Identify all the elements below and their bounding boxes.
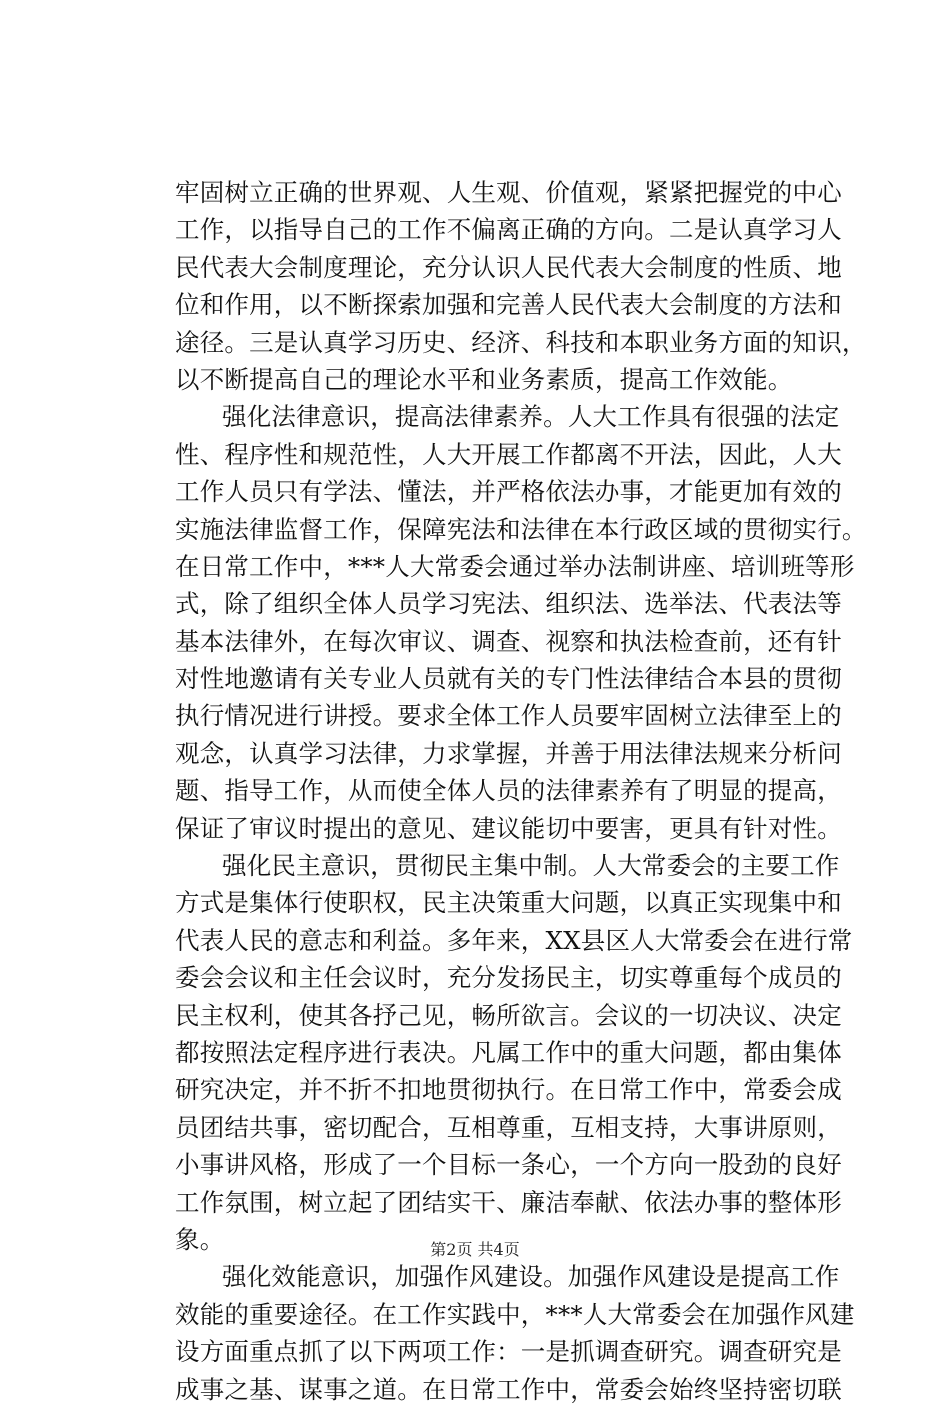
text-line: 实施法律监督工作，保障宪法和法律在本行政区域的贯彻实行。 bbox=[175, 514, 867, 544]
text-line: 民代表大会制度理论，充分认识人民代表大会制度的性质、地 bbox=[175, 252, 842, 282]
text-line: 都按照法定程序进行表决。凡属工作中的重大问题，都由集体 bbox=[175, 1037, 842, 1067]
text-line: 小事讲风格，形成了一个目标一条心，一个方向一股劲的良好 bbox=[175, 1150, 842, 1180]
text-line: 工作人员只有学法、懂法，并严格依法办事，才能更加有效的 bbox=[175, 477, 842, 507]
text-line: 位和作用，以不断探索加强和完善人民代表大会制度的方法和 bbox=[175, 290, 842, 320]
text-line: 执行情况进行讲授。要求全体工作人员要牢固树立法律至上的 bbox=[175, 701, 842, 731]
text-line: 题、指导工作，从而使全体人员的法律素养有了明显的提高， bbox=[175, 776, 842, 806]
text-line: 在日常工作中，***人大常委会通过举办法制讲座、培训班等形 bbox=[175, 551, 855, 581]
text-line: 性、程序性和规范性，人大开展工作都离不开法，因此，人大 bbox=[175, 439, 842, 469]
text-line: 设方面重点抓了以下两项工作：一是抓调查研究。调查研究是 bbox=[175, 1337, 842, 1367]
text-line: 基本法律外，在每次审议、调查、视察和执法检查前，还有针 bbox=[175, 626, 842, 656]
text-line: 方式是集体行使职权，民主决策重大问题，以真正实现集中和 bbox=[175, 888, 842, 918]
text-line: 研究决定，并不折不扣地贯彻执行。在日常工作中，常委会成 bbox=[175, 1075, 842, 1105]
text-line: 工作，以指导自己的工作不偏离正确的方向。二是认真学习人 bbox=[175, 215, 842, 245]
text-line: 以不断提高自己的理论水平和业务素质，提高工作效能。 bbox=[175, 364, 793, 394]
text-line: 工作氛围，树立起了团结实干、廉洁奉献、依法办事的整体形 bbox=[175, 1187, 842, 1217]
paragraph bbox=[175, 847, 853, 1258]
text-line: 代表人民的意志和利益。多年来，XX县区人大常委会在进行常 bbox=[175, 925, 853, 955]
text-line: 委会会议和主任会议时，充分发扬民主，切实尊重每个成员的 bbox=[175, 963, 842, 993]
text-line: 观念，认真学习法律，力求掌握，并善于用法律法规来分析问 bbox=[175, 738, 842, 768]
paragraph bbox=[175, 398, 867, 847]
text-line: 象。 bbox=[175, 1224, 225, 1254]
text-line: 保证了审议时提出的意见、建议能切中要害，更具有针对性。 bbox=[175, 813, 842, 843]
paragraph bbox=[175, 1258, 855, 1408]
text-line: 强化效能意识，加强作风建设。加强作风建设是提高工作 bbox=[222, 1262, 840, 1292]
text-line: 民主权利，使其各抒己见，畅所欲言。会议的一切决议、决定 bbox=[175, 1000, 842, 1030]
text-line: 强化民主意识，贯彻民主集中制。人大常委会的主要工作 bbox=[222, 851, 840, 881]
text-line: 途径。三是认真学习历史、经济、科技和本职业务方面的知识， bbox=[175, 327, 867, 357]
text-line: 对性地邀请有关专业人员就有关的专门性法律结合本县的贯彻 bbox=[175, 664, 842, 694]
text-line: 强化法律意识，提高法律素养。人大工作具有很强的法定 bbox=[222, 402, 840, 432]
page-footer: 第2页 共4页 bbox=[430, 1240, 520, 1259]
text-line: 牢固树立正确的世界观、人生观、价值观，紧紧把握党的中心 bbox=[175, 178, 842, 207]
document-body bbox=[175, 174, 867, 1408]
paragraph bbox=[175, 174, 867, 398]
text-line: 员团结共事，密切配合，互相尊重，互相支持，大事讲原则， bbox=[175, 1112, 842, 1142]
text-line: 成事之基、谋事之道。在日常工作中，常委会始终坚持密切联 bbox=[175, 1374, 842, 1404]
text-line: 式，除了组织全体人员学习宪法、组织法、选举法、代表法等 bbox=[175, 589, 842, 619]
text-line: 效能的重要途径。在工作实践中，***人大常委会在加强作风建 bbox=[175, 1299, 855, 1329]
